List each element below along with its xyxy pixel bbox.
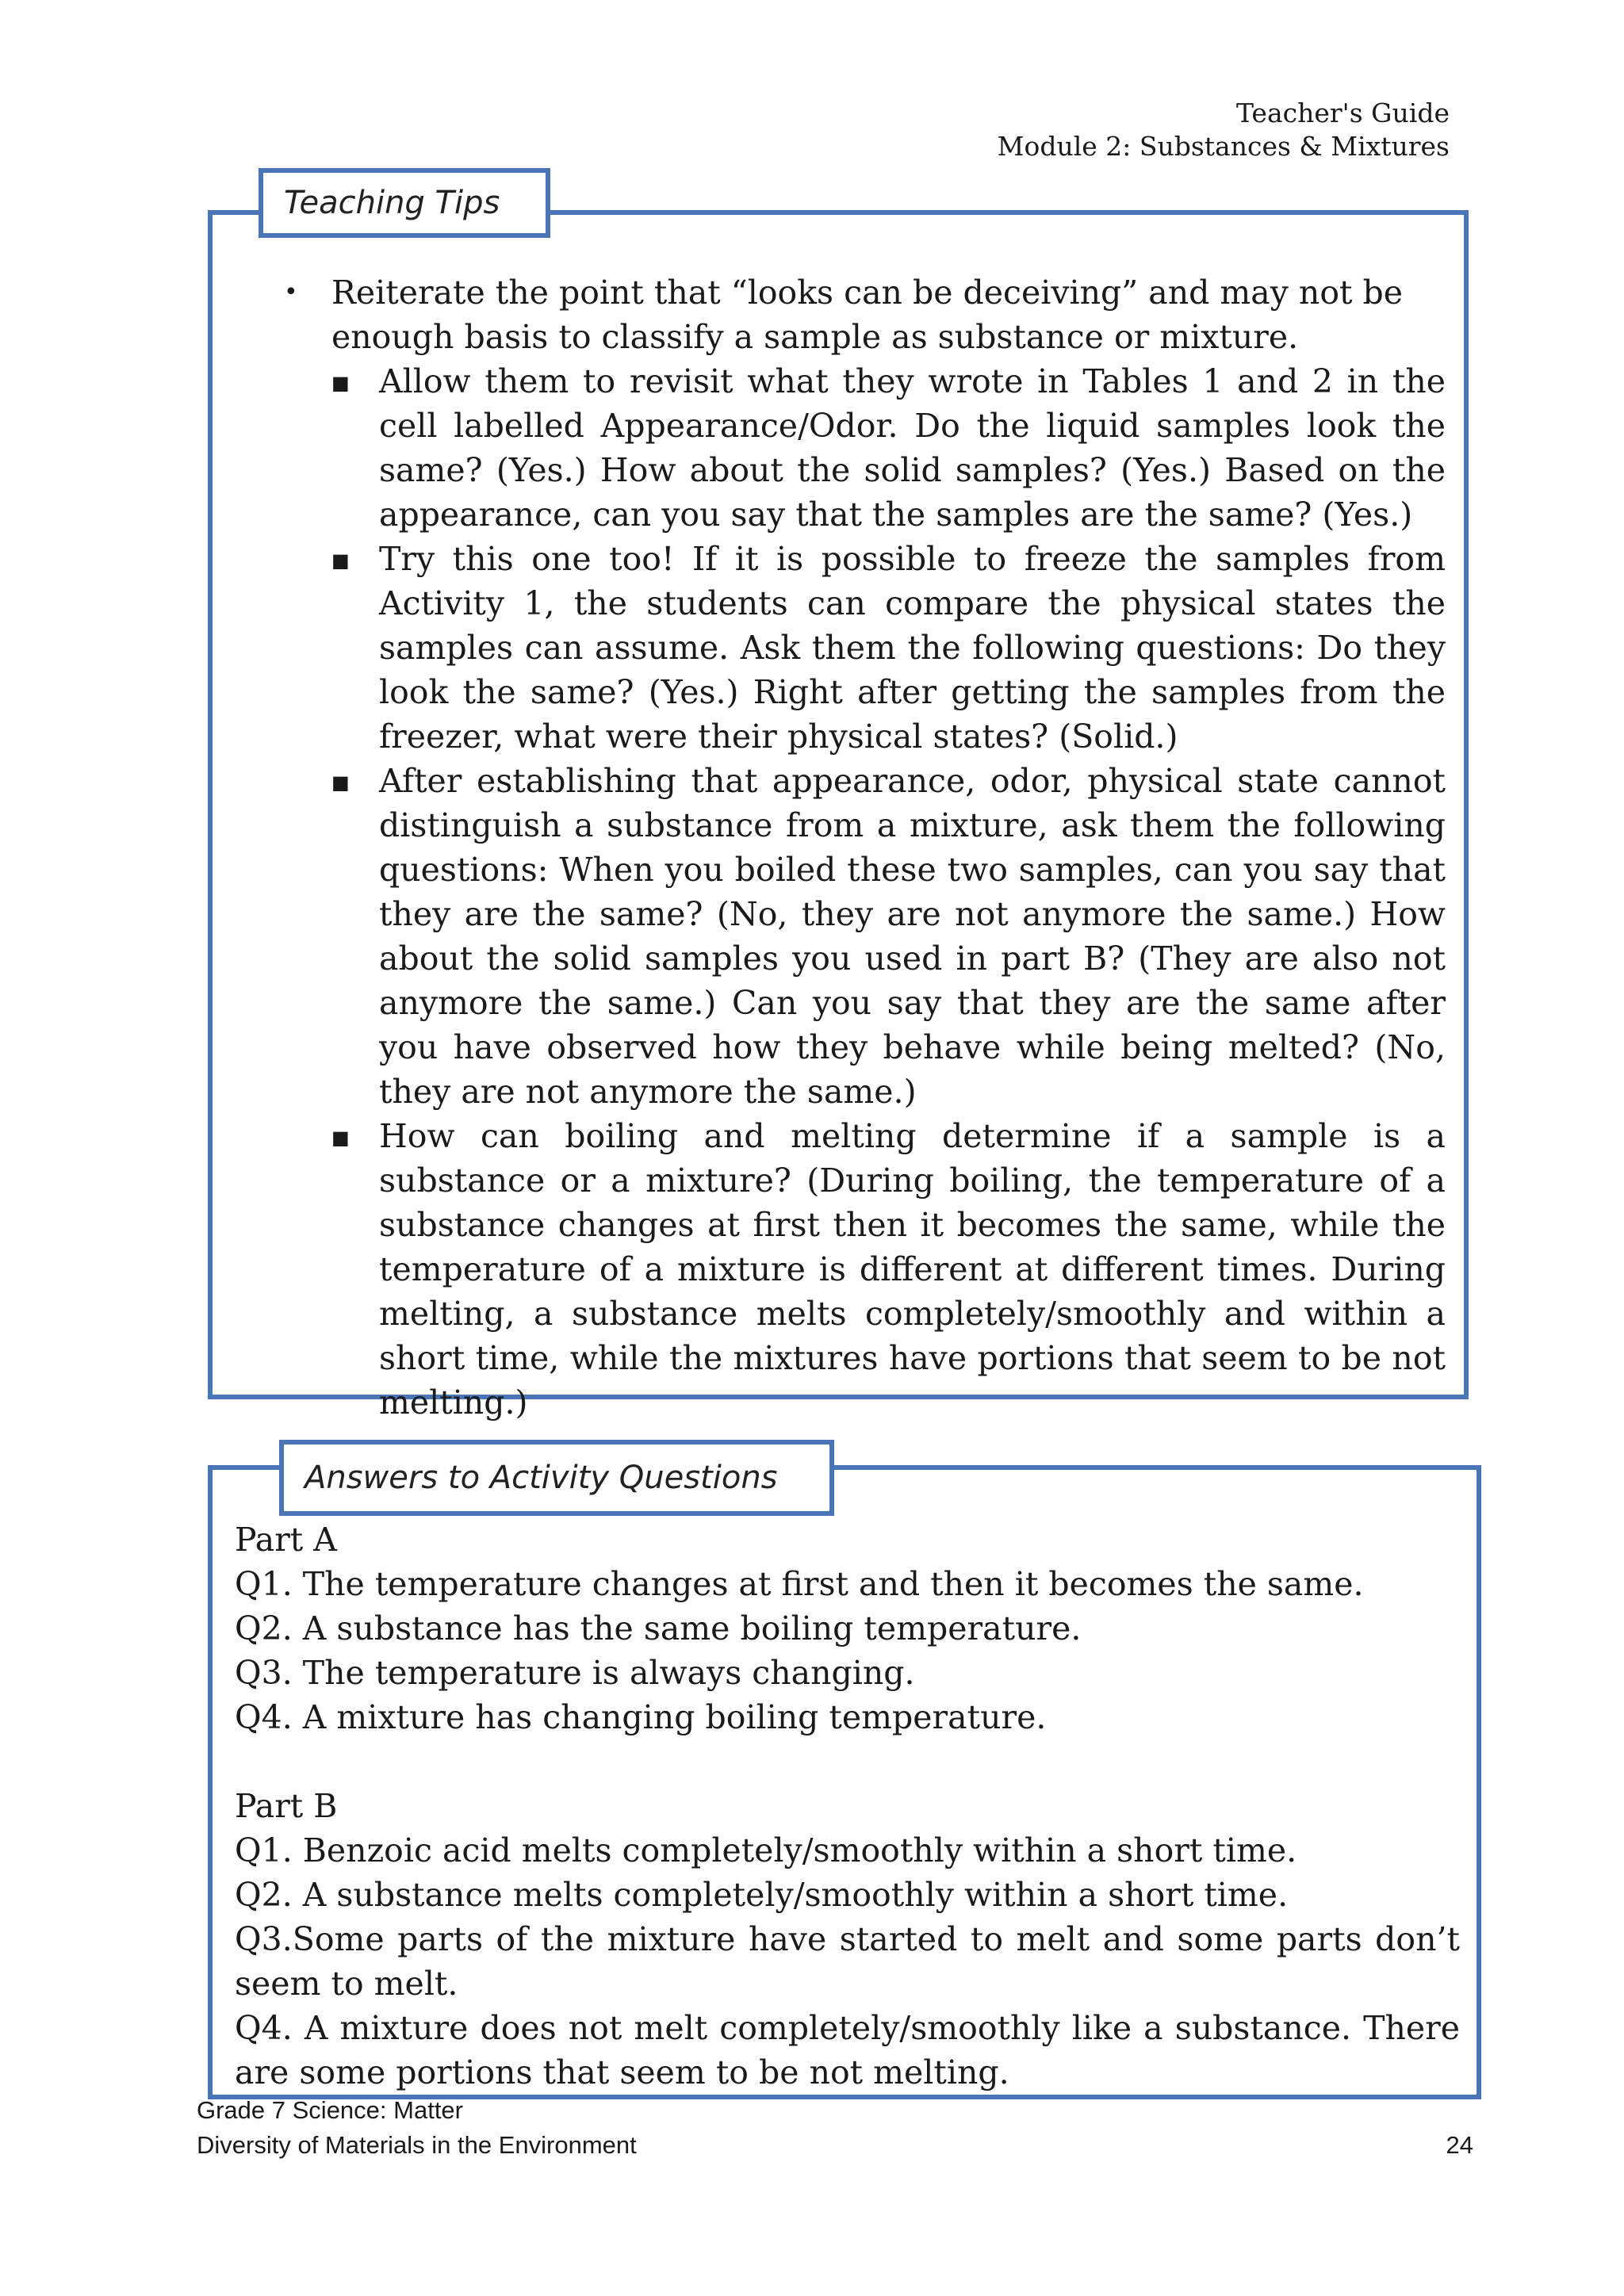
tip-main-bullet — [284, 270, 1446, 359]
answer-line: Q1. Benzoic acid melts completely/smoothly within a short time. — [235, 1831, 1297, 1869]
answer-line: Q2. A substance melts completely/smoothly within a short time. — [235, 1876, 1289, 1914]
answer-line: Q2. A substance has the same boiling temperature. — [235, 1609, 1082, 1647]
header-guide-label: Teacher's Guide — [1235, 98, 1450, 128]
tip-main-text: Reiterate the point that “looks can be deceiving” and may not be enough basis to classify a sample as substance or mixture. — [331, 274, 1404, 356]
answers-content — [235, 1517, 1460, 2095]
footer-course: Grade 7 Science: Matter — [197, 2096, 463, 2124]
answers-tab — [279, 1440, 834, 1516]
page-number: 24 — [1446, 2131, 1473, 2159]
spacer — [235, 1739, 1460, 1784]
answer-line: Q3. The temperature is always changing. — [235, 1654, 915, 1692]
tip-item-text: Allow them to revisit what they wrote in Tables 1 and 2 in the cell labelled Appearance/Odor. Do the liquid samples look the same? (Yes.) How about the solid samples? (Yes.) Based on the appearance, can you say that the samples are the same? (Yes.) — [379, 362, 1446, 534]
part-b-heading: Part B — [235, 1787, 338, 1825]
tip-item — [331, 1114, 1446, 1425]
header-module-label: Module 2: Substances & Mixtures — [997, 131, 1450, 162]
tip-item — [331, 537, 1446, 759]
square-bullet-icon: ■ — [331, 372, 350, 394]
page-footer — [197, 2093, 637, 2163]
answer-line: Q1. The temperature changes at first and then it becomes the same. — [235, 1565, 1364, 1603]
answer-line: Q4. A mixture has changing boiling temperature. — [235, 1698, 1047, 1736]
footer-unit: Diversity of Materials in the Environment — [197, 2131, 637, 2159]
teaching-tips-title: Teaching Tips — [284, 185, 500, 221]
answer-line: Q3.Some parts of the mixture have started to melt and some parts don’t seem to melt. — [235, 1920, 1460, 2003]
tip-sublist — [331, 359, 1446, 1425]
square-bullet-icon: ■ — [331, 1127, 350, 1149]
answers-box — [208, 1465, 1481, 2099]
teaching-tips-tab — [259, 168, 550, 238]
part-a-heading: Part A — [235, 1521, 337, 1559]
bullet-dot-icon: • — [284, 278, 298, 306]
tip-item — [331, 359, 1446, 537]
square-bullet-icon: ■ — [331, 549, 350, 572]
tip-item — [331, 759, 1446, 1114]
tip-item-text: After establishing that appearance, odor, physical state cannot distinguish a substance from a mixture, ask them the following questions: When you boiled these two samples, can you say that they are the same? (No, they are not anymore the same.) How about the solid samples you used in part B? (They are also not anymore the same.) Can you say that they are the same after you have observed how they behave while being melted? (No, they are not anymore the same.) — [379, 762, 1446, 1111]
tip-item-text: Try this one too! If it is possible to freeze the samples from Activity 1, the students can compare the physical states the samples can assume. Ask them the following questions: Do they look the same? (Yes.) Right after getting the samples from the freezer, what were their physical states? (Solid.) — [379, 540, 1446, 756]
answers-title: Answers to Activity Questions — [304, 1460, 778, 1496]
answer-line: Q4. A mixture does not melt completely/smoothly like a substance. There are some portions that seem to be not melting. — [235, 2009, 1460, 2091]
square-bullet-icon: ■ — [331, 771, 350, 794]
page-header — [998, 97, 1450, 163]
tip-item-text: How can boiling and melting determine if a sample is a substance or a mixture? (During boiling, the temperature of a substance changes at first then it becomes the same, while the temperature of a mixture is different at different times. During melting, a substance melts completely/smoothly and within a short time, while the mixtures have portions that seem to be not melting.) — [379, 1117, 1446, 1422]
teaching-tips-content — [284, 270, 1446, 1425]
teaching-tips-box — [208, 210, 1469, 1422]
